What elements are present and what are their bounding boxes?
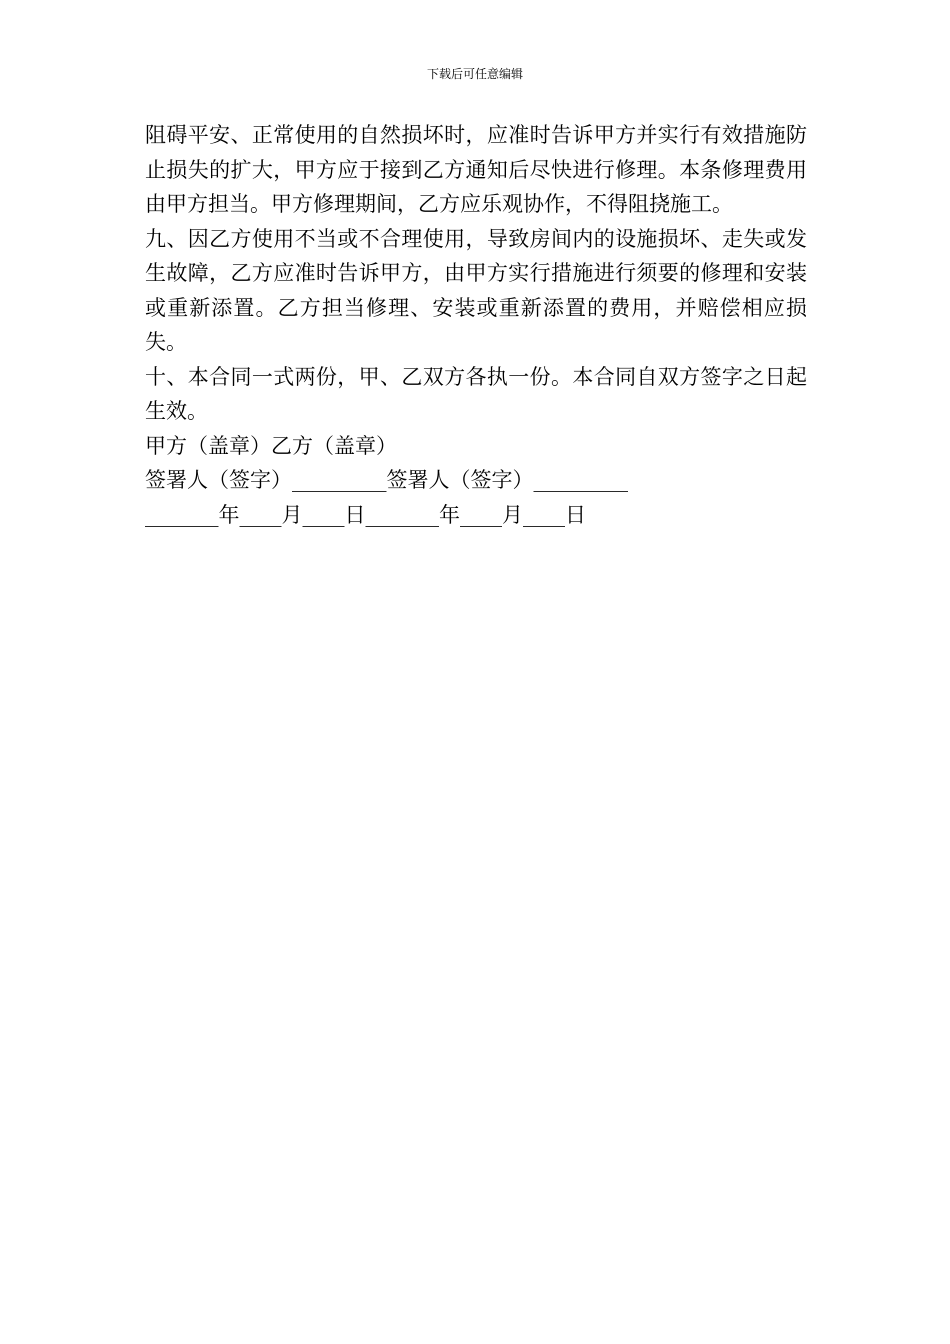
document-body [145,118,807,532]
seal-line: 甲方（盖章）乙方（盖章） [145,433,397,458]
paragraph-clause-ten: 十、本合同一式两份，甲、乙双方各执一份。本合同自双方签字之日起生效。 [145,364,807,423]
page-header: 下载后可任意编辑 [426,67,523,81]
paragraph-clause-nine: 九、因乙方使用不当或不合理使用，导致房间内的设施损坏、走失或发生故障，乙方应准时告诉甲方，由甲方实行措施进行须要的修理和安装或重新添置。乙方担当修理、安装或重新添置的费用，并赔偿相应损失。 [145,226,807,354]
paragraph-repair-clause: 阻碍平安、正常使用的自然损坏时，应准时告诉甲方并实行有效措施防止损失的扩大，甲方应于接到乙方通知后尽快进行修理。本条修理费用由甲方担当。甲方修理期间，乙方应乐观协作，不得阻挠施工。 [145,123,807,216]
date-line: _______年____月____日_______年____月____日 [145,502,586,527]
signer-line: 签署人（签字）_________签署人（签字）_________ [145,468,628,492]
